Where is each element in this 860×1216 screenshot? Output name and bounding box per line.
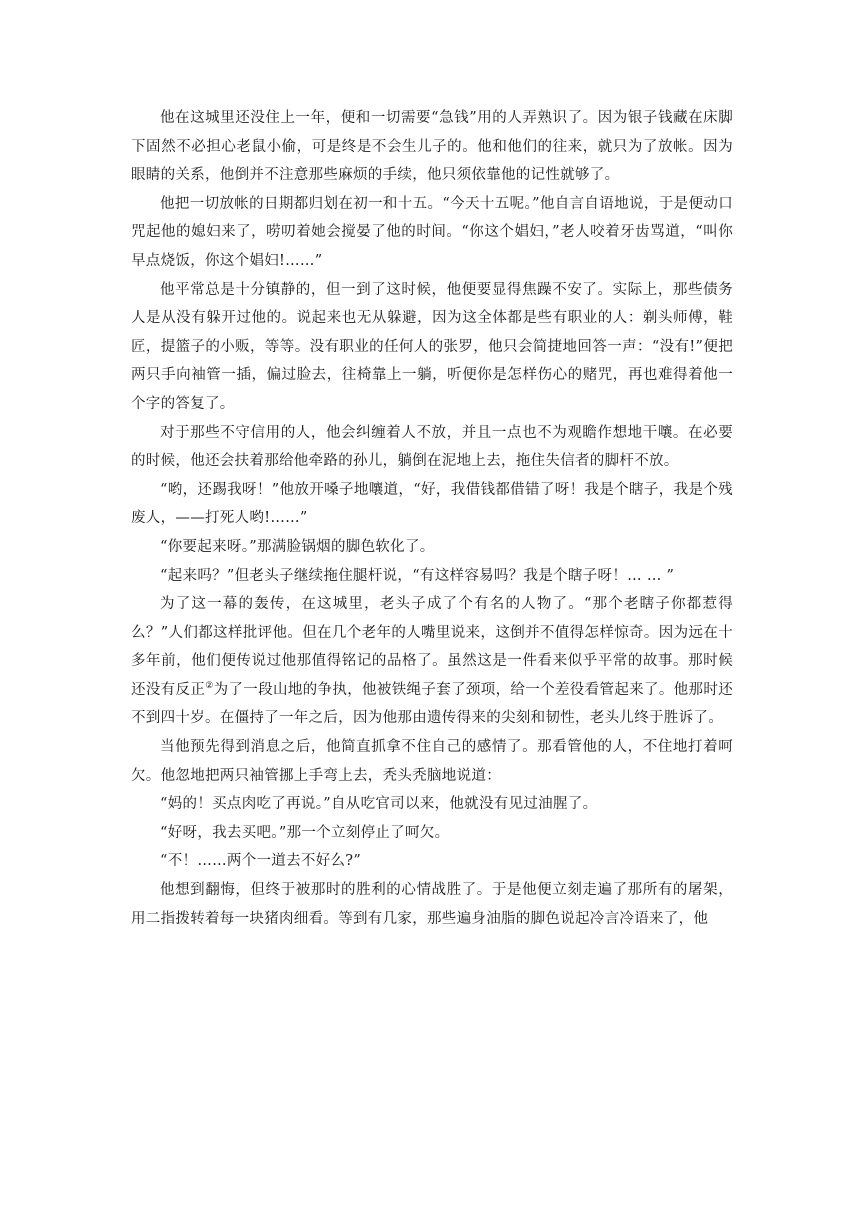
paragraph-10: “妈的！买点肉吃了再说。”自从吃官司以来，他就没有见过油腥了。 [160, 796, 598, 813]
paragraph-13: 他想到翻悔，但终于被那时的胜利的心情战胜了。于是他便立刻走遍了那所有的屠架，用二指拨转着每一块猪肉细看。等到有几家，那些遍身油脂的脚色说起冷言冷语来了，他 [131, 882, 733, 927]
paragraph-11: “好呀，我去买吧。”那一个立刻停止了呵欠。 [160, 824, 450, 841]
paragraph-2: 他把一切放帐的日期都归划在初一和十五。“今天十五呢。”他自言自语地说，于是便动口咒起他的媳妇来了，唠叨着她会搅晏了他的时间。“你这个娼妇，”老人咬着牙齿骂道，“叫你早点烧饭，你这个娼妇!……” [131, 195, 733, 269]
paragraph-8-continued: 为了一段山地的争执，他被铁绳子套了颈项，给一个差役看管起来了。他那时还不到四十岁。在僵持了一年之后，因为他那由遗传得来的尖刻和韧性，老头儿终于胜诉了。 [131, 681, 734, 727]
paragraph-12: “不！……两个一道去不好么?” [160, 853, 362, 870]
paragraph-5: “哟，还踢我呀！”他放开嗓子地嚷道，“好，我借钱都借错了呀！我是个瞎子，我是个残废人，——打死人哟!……” [131, 481, 733, 527]
footnote-marker: ② [205, 681, 214, 692]
paragraph-9: 当他预先得到消息之后，他简直抓拿不住自己的感情了。那看管他的人，不住地打着呵欠。他忽地把两只袖管挪上手弯上去，秃头秃脑地说道： [131, 739, 733, 784]
paragraph-4: 对于那些不守信用的人，他会纠缠着人不放，并且一点也不为观瞻作想地干嚷。在必要的时候，他还会扶着那给他牵路的孙儿，躺倒在泥地上去，拖住失信者的脚杆不放。 [131, 424, 733, 470]
document-body [131, 104, 733, 933]
paragraph-6: “你要起来呀。”那满脸锅烟的脚色软化了。 [160, 538, 435, 555]
paragraph-3: 他平常总是十分镇静的，但一到了这时候，他便要显得焦躁不安了。实际上，那些债务人是从没有躲开过他的。说起来也无从躲避，因为这全体都是些有职业的人：剃头师傅，鞋匠，提篮子的小贩，等等。没有职业的任何人的张罗，他只会简捷地回答一声：“没有!”便把两只手向袖管一插，偏过脸去，往椅靠上一躺，听便你是怎样伤心的赌咒，再也难得着他一个字的答复了。 [131, 281, 733, 412]
paragraph-8-text: 为了这一幕的轰传，在这城里，老头子成了个有名的人物了。“那个老瞎子你都惹得么？”人们都这样批评他。但在几个老年的人嘴里说来，这倒并不值得怎样惊奇。因为远在十多年前，他们便传说过他那值得铭记的品格了。虽然这是一件看来似乎平常的故事。那时候还没有反正 [131, 596, 733, 698]
paragraph-8 [131, 590, 733, 733]
paragraph-7: “起来吗？”但老头子继续拖住腿杆说，“有这样容易吗？我是个瞎子呀！… … ” [160, 567, 675, 584]
paragraph-1: 他在这城里还没住上一年，便和一切需要“急钱”用的人弄熟识了。因为银子钱藏在床脚下固然不必担心老鼠小偷，可是终是不会生儿子的。他和他们的往来，就只为了放帐。因为眼睛的关系，他倒并不注意那些麻烦的手续，他只须依靠他的记性就够了。 [131, 110, 733, 184]
